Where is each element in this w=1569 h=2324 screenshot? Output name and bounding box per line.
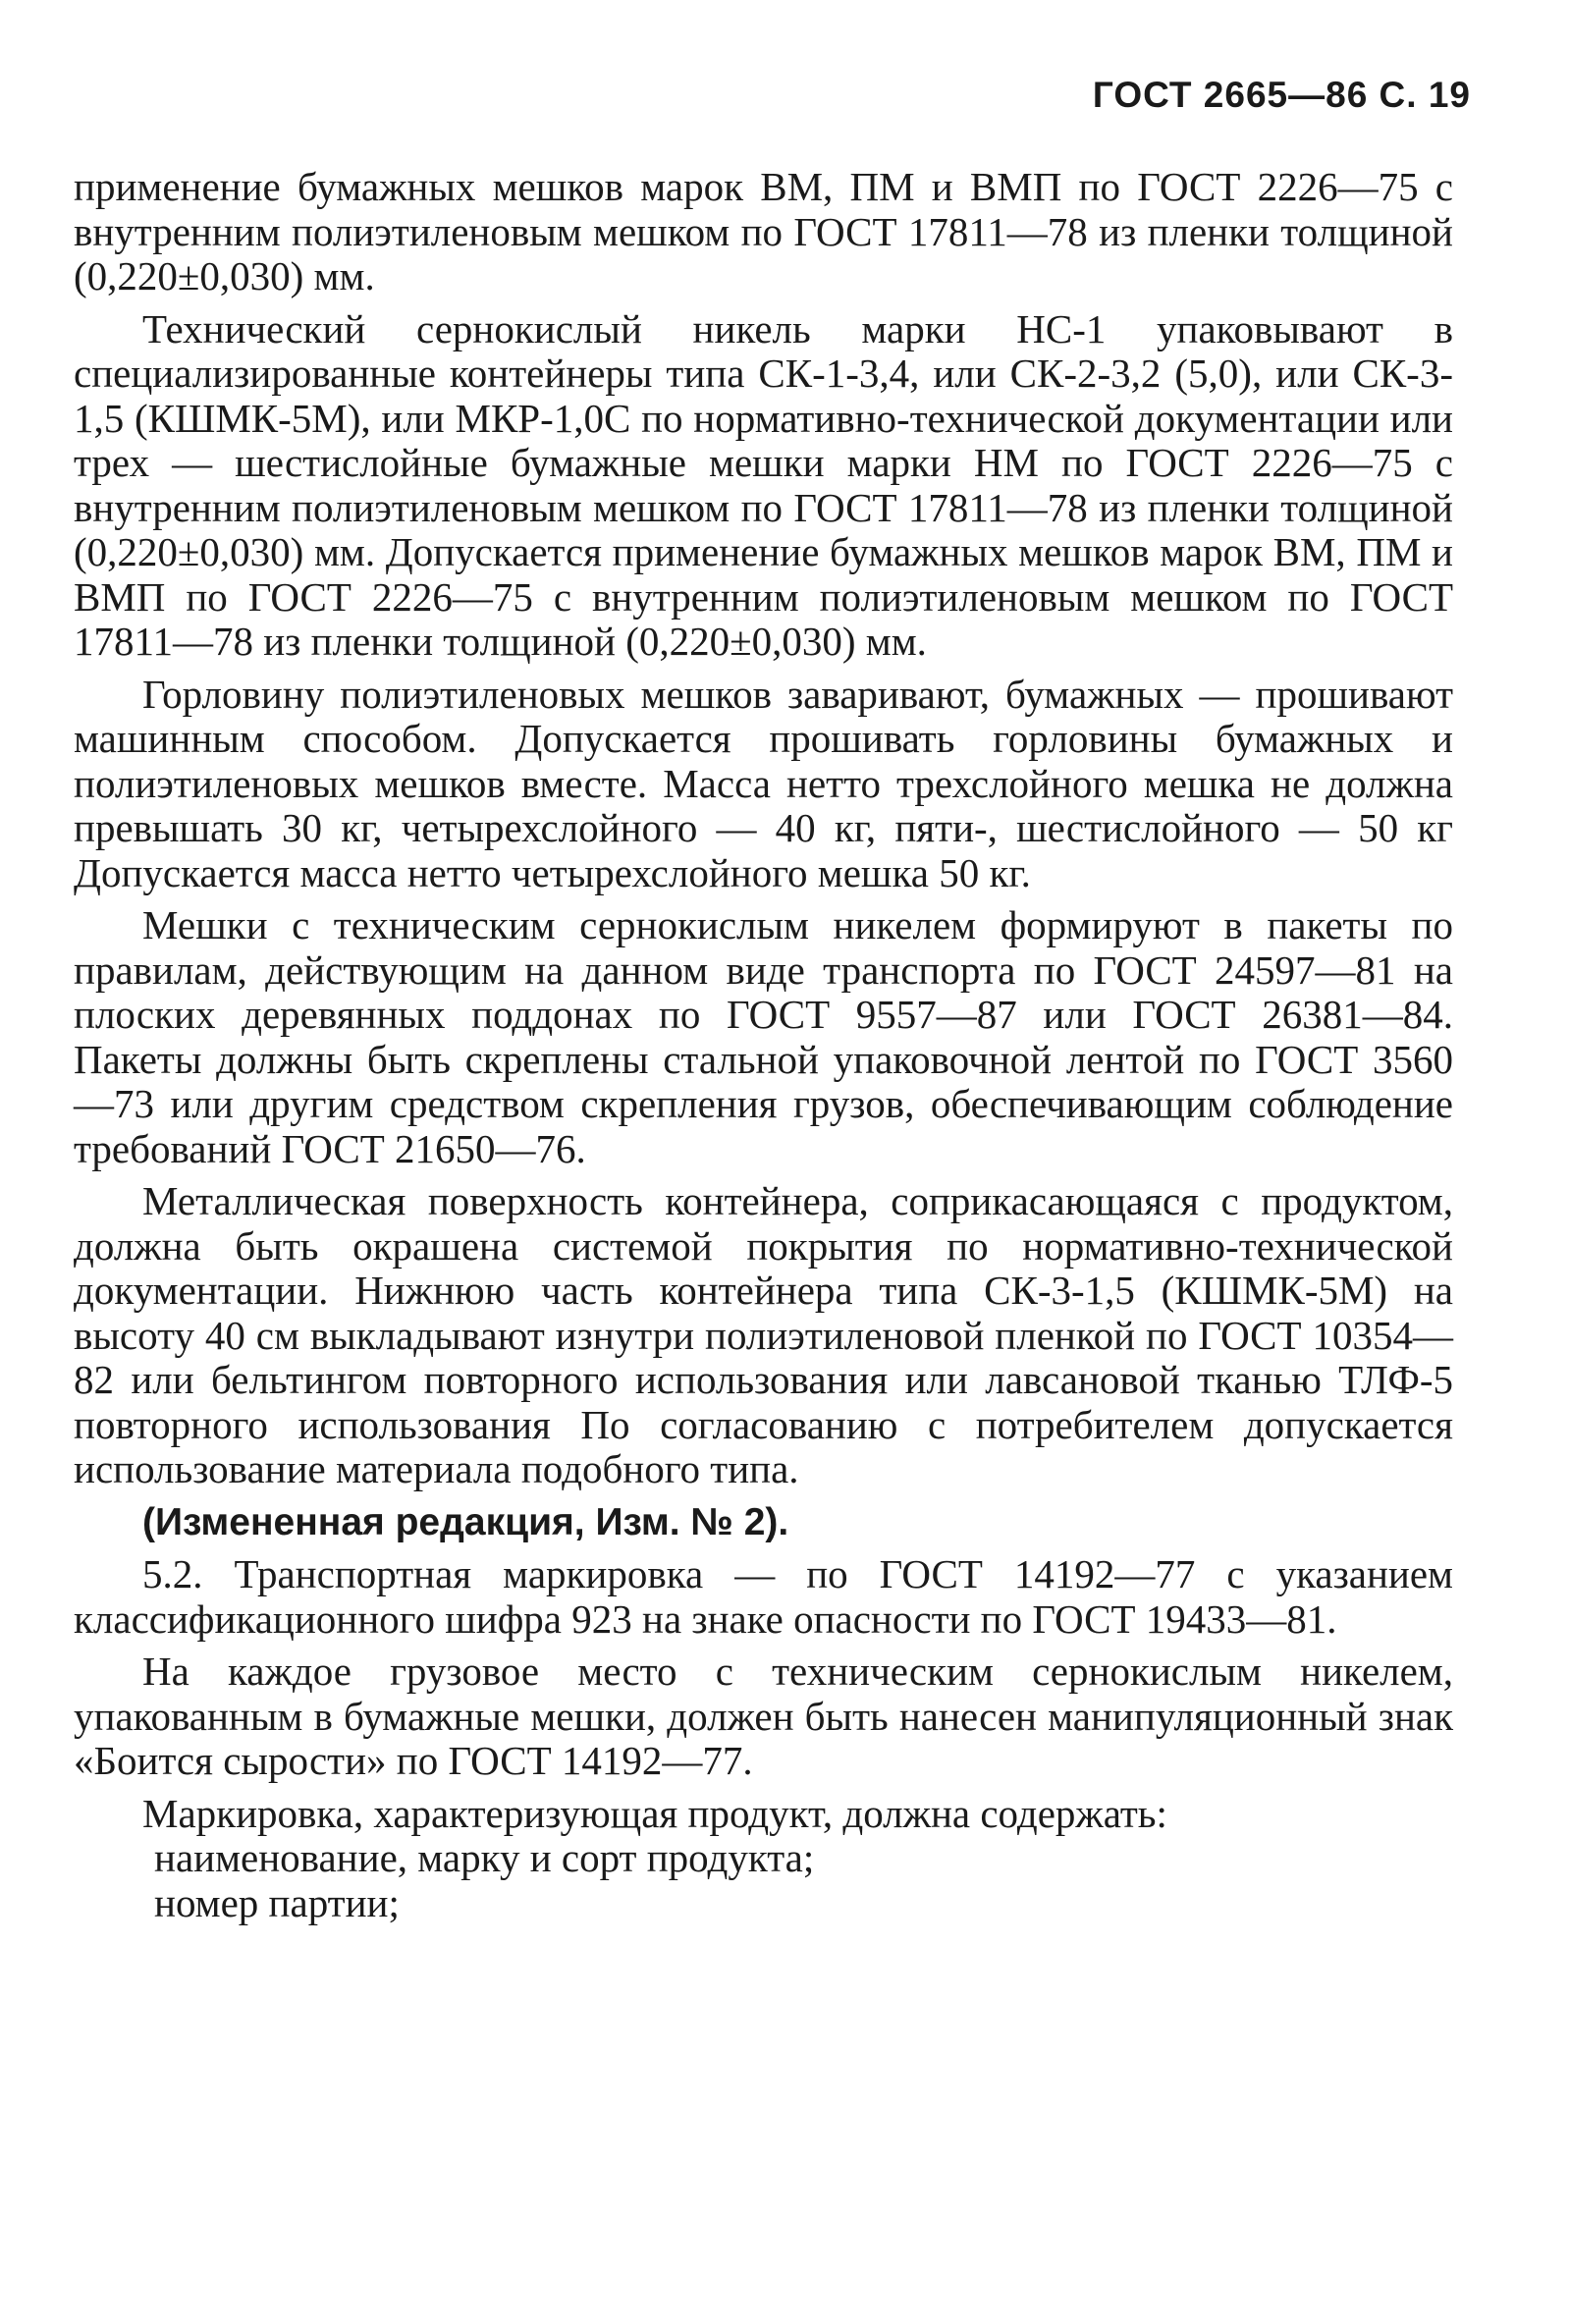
paragraph-containers: Технический сернокислый никель марки НС-1 упаковывают в специализированные контейнеры типа СК-1-3,4, или СК-2-3,2 (5,0), или СК-3-1,5 (КШМК-5М), или МКР-1,0С по нормативно-технической документации или трех — шестислойные бумажные мешки марки НМ по ГОСТ 2226—75 с внутренним полиэтиленовым мешком по ГОСТ 17811—78 из пленки толщиной (0,220±0,030) мм. Допускается применение бумажных мешков марок ВМ, ПМ и ВМП по ГОСТ 2226—75 с внутренним полиэтиленовым мешком по ГОСТ 17811—78 из пленки толщиной (0,220±0,030) мм.: [74, 305, 1453, 664]
paragraph-packaging-continuation: применение бумажных мешков марок ВМ, ПМ и ВМП по ГОСТ 2226—75 с внутренним полиэтиленовым мешком по ГОСТ 17811—78 из пленки толщиной (0,220±0,030) мм.: [74, 164, 1453, 298]
page-header: ГОСТ 2665—86 С. 19: [1092, 75, 1471, 115]
marking-list: [74, 1836, 1453, 1925]
paragraph-container-coating: Металлическая поверхность контейнера, соприкасающаяся с продуктом, должна быть окрашена системой покрытия по нормативно-технической документации. Нижнюю часть контейнера типа СК-3-1,5 (КШМК-5М) на высоту 40 см выкладывают изнутри полиэтиленовой пленкой по ГОСТ 10354—82 или бельтингом повторного использования или лавсановой тканью ТЛФ-5 повторного использования По согласованию с потребителем допускается использование материала подобного типа.: [74, 1178, 1453, 1491]
paragraph-moisture-sign: На каждое грузовое место с техническим сернокислым никелем, упакованным в бумажные мешки, должен быть нанесен манипуляционный знак «Боится сырости» по ГОСТ 14192—77.: [74, 1648, 1453, 1783]
paragraph-bag-sealing: Горловину полиэтиленовых мешков заваривают, бумажных — прошивают машинным способом. Допускается прошивать горловины бумажных и полиэтиленовых мешков вместе. Масса нетто трехслойного мешка не должна превышать 30 кг, четырехслойного — 40 кг, пяти-, шестислойного — 50 кг Допускается масса нетто четырехслойного мешка 50 кг.: [74, 671, 1453, 895]
amendment-note: (Измененная редакция, Изм. № 2).: [142, 1500, 789, 1543]
section-5-2-marking: 5.2. Транспортная маркировка — по ГОСТ 14192—77 с указанием классификационного шифра 923 на знаке опасности по ГОСТ 19433—81.: [74, 1551, 1453, 1642]
paragraph-product-marking: Маркировка, характеризующая продукт, должна содержать:: [142, 1790, 1167, 1836]
list-item: наименование, марку и сорт продукта;: [154, 1835, 815, 1880]
list-item: номер партии;: [154, 1879, 400, 1925]
document-body: [74, 165, 1453, 1925]
paragraph-pallets: Мешки с техническим сернокислым никелем формируют в пакеты по правилам, действующим на данном виде транспорта по ГОСТ 24597—81 на плоских деревянных поддонах по ГОСТ 9557—87 или ГОСТ 26381—84. Пакеты должны быть скреплены стальной упаковочной лентой по ГОСТ 3560—73 или другим средством скрепления грузов, обеспечивающим соблюдение требований ГОСТ 21650—76.: [74, 902, 1453, 1171]
